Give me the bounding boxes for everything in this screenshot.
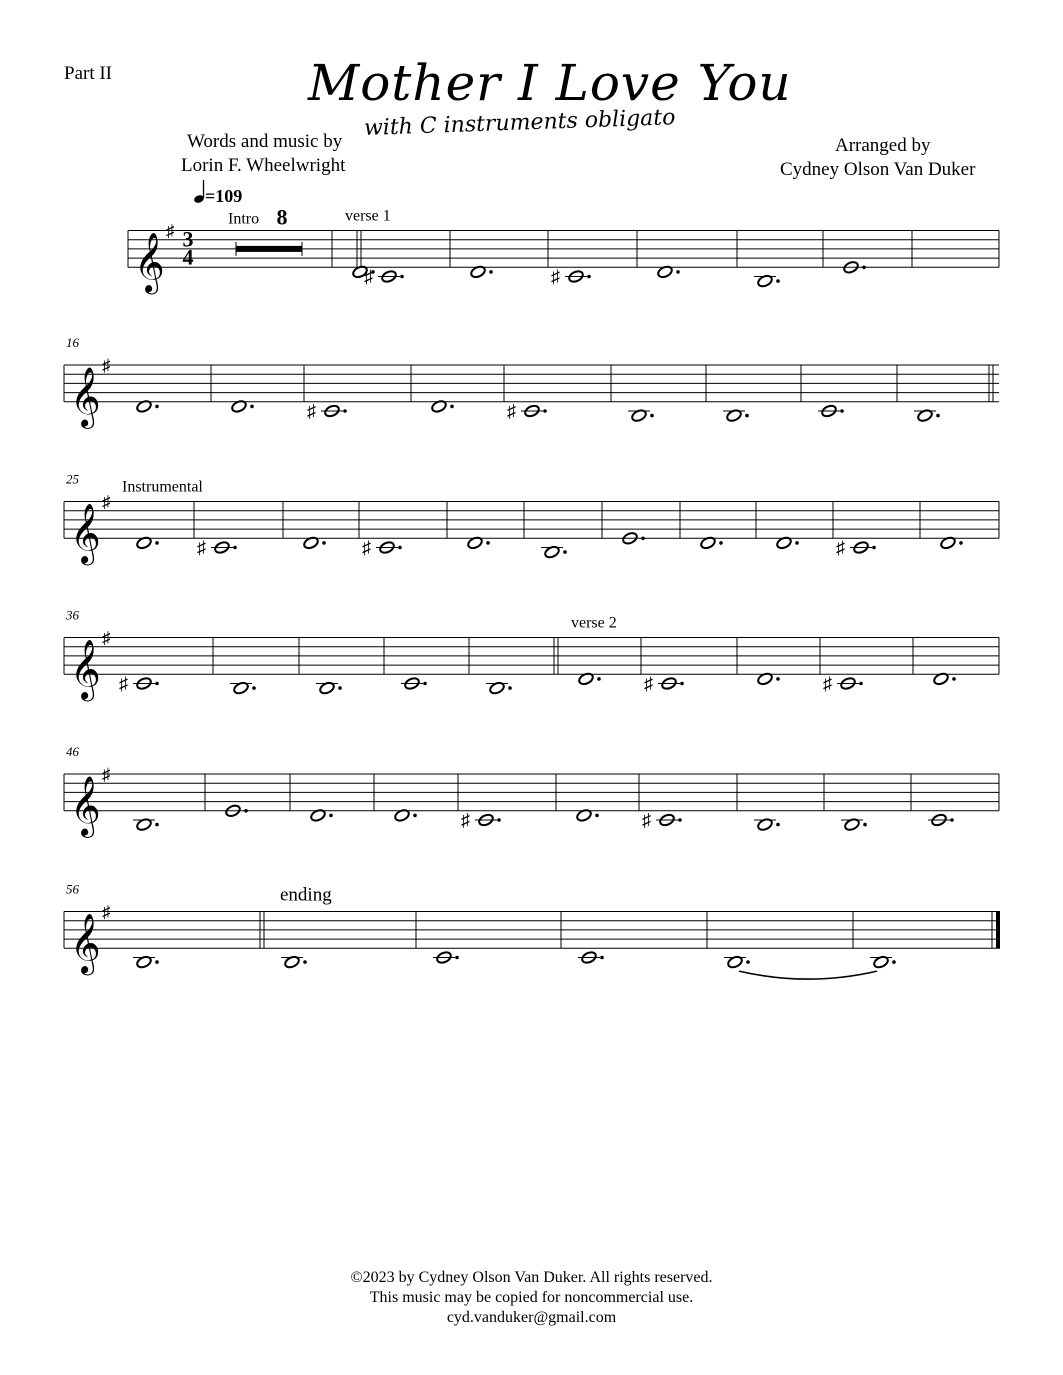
- augmentation-dot: [676, 270, 680, 274]
- augmentation-dot: [840, 409, 844, 413]
- staff-system-4: [64, 638, 999, 696]
- section-label: verse 1: [345, 207, 391, 225]
- section-label: Intro: [228, 210, 260, 228]
- augmentation-dot: [563, 550, 567, 554]
- staff-system-2: [64, 365, 999, 423]
- augmentation-dot: [719, 541, 723, 545]
- treble-clef-icon: 𝄞: [70, 777, 101, 835]
- augmentation-dot: [678, 818, 682, 822]
- augmentation-dot: [303, 960, 307, 964]
- words-music-label: Words and music by: [187, 131, 343, 152]
- augmentation-dot: [959, 541, 963, 545]
- sharp-accidental-icon: ♯: [307, 401, 316, 421]
- treble-clef-icon: 𝄞: [70, 505, 101, 563]
- augmentation-dot: [776, 677, 780, 681]
- treble-clef-icon: 𝄞: [70, 641, 101, 699]
- augmentation-dot: [776, 279, 780, 283]
- section-label: verse 2: [571, 614, 617, 632]
- key-signature-sharp-icon: ♯: [102, 628, 111, 648]
- sharp-accidental-icon: ♯: [197, 537, 206, 558]
- augmentation-dot: [862, 266, 866, 270]
- augmentation-dot: [252, 686, 256, 690]
- augmentation-dot: [455, 956, 459, 960]
- augmentation-dot: [600, 956, 604, 960]
- treble-clef-icon: 𝄞: [134, 234, 165, 292]
- augmentation-dot: [250, 405, 254, 409]
- augmentation-dot: [497, 818, 501, 822]
- measure-number: 56: [66, 881, 79, 897]
- arranger-name: Cydney Olson Van Duker: [780, 159, 976, 180]
- sharp-accidental-icon: ♯: [364, 266, 373, 287]
- augmentation-dot: [233, 546, 237, 550]
- augmentation-dot: [950, 818, 954, 822]
- composer-name: Lorin F. Wheelwright: [181, 155, 346, 176]
- multi-measure-rest-count: 8: [276, 204, 288, 230]
- augmentation-dot: [155, 823, 159, 827]
- sharp-accidental-icon: ♯: [461, 810, 470, 830]
- key-signature-sharp-icon: ♯: [102, 356, 111, 375]
- augmentation-dot: [543, 409, 547, 413]
- augmentation-dot: [680, 682, 684, 686]
- augmentation-dot: [795, 541, 799, 545]
- augmentation-dot: [486, 541, 490, 545]
- page-subtitle: with C instruments obligato: [363, 105, 676, 141]
- augmentation-dot: [746, 960, 750, 964]
- augmentation-dot: [863, 823, 867, 827]
- copyright-notice: ©2023 by Cydney Olson Van Duker. All rights reserved.: [350, 1269, 713, 1286]
- augmentation-dot: [776, 823, 780, 827]
- sharp-accidental-icon: ♯: [642, 810, 651, 830]
- augmentation-dot: [155, 405, 159, 409]
- augmentation-dot: [859, 682, 863, 686]
- part-label: Part II: [64, 63, 113, 84]
- augmentation-dot: [641, 537, 645, 541]
- sharp-accidental-icon: ♯: [823, 673, 832, 694]
- augmentation-dot: [597, 677, 601, 681]
- augmentation-dot: [400, 275, 404, 279]
- section-label: ending: [280, 884, 332, 906]
- augmentation-dot: [872, 546, 876, 550]
- augmentation-dot: [338, 686, 342, 690]
- augmentation-dot: [398, 546, 402, 550]
- staff-system-6: [64, 912, 1000, 980]
- augmentation-dot: [423, 682, 427, 686]
- augmentation-dot: [322, 541, 326, 545]
- measure-number: 16: [66, 335, 79, 350]
- augmentation-dot: [745, 414, 749, 418]
- tie: [739, 971, 877, 979]
- measure-number: 46: [66, 744, 79, 759]
- contact-email: cyd.vanduker@gmail.com: [446, 1309, 617, 1326]
- augmentation-dot: [155, 541, 159, 545]
- augmentation-dot: [343, 409, 347, 413]
- final-barline-thick: [996, 912, 1000, 949]
- time-signature-top: 3: [182, 226, 194, 252]
- augmentation-dot: [595, 814, 599, 818]
- augmentation-dot: [155, 682, 159, 686]
- augmentation-dot: [329, 814, 333, 818]
- sharp-accidental-icon: ♯: [119, 673, 128, 694]
- sharp-accidental-icon: ♯: [551, 266, 560, 287]
- staff-system-5: [64, 774, 999, 832]
- augmentation-dot: [450, 405, 454, 409]
- key-signature-sharp-icon: ♯: [102, 765, 111, 784]
- sharp-accidental-icon: ♯: [644, 673, 653, 694]
- augmentation-dot: [413, 814, 417, 818]
- augmentation-dot: [892, 960, 896, 964]
- page-title: Mother I Love You: [308, 54, 792, 112]
- section-label: Instrumental: [122, 478, 203, 496]
- treble-clef-icon: 𝄞: [70, 915, 101, 973]
- tempo-marking: =109: [205, 186, 243, 206]
- multi-measure-rest: [236, 246, 302, 252]
- treble-clef-icon: 𝄞: [70, 368, 101, 426]
- sharp-accidental-icon: ♯: [362, 537, 371, 558]
- measure-number: 36: [66, 607, 79, 623]
- augmentation-dot: [508, 686, 512, 690]
- key-signature-sharp-icon: ♯: [102, 902, 111, 922]
- augmentation-dot: [952, 677, 956, 681]
- key-signature-sharp-icon: ♯: [102, 492, 111, 512]
- permission-notice: This music may be copied for noncommercial use.: [369, 1289, 694, 1306]
- arranged-label: Arranged by: [835, 135, 931, 156]
- augmentation-dot: [244, 809, 248, 813]
- footer: [0, 1268, 1063, 1328]
- sharp-accidental-icon: ♯: [507, 401, 516, 421]
- sharp-accidental-icon: ♯: [836, 537, 845, 558]
- augmentation-dot: [587, 275, 591, 279]
- augmentation-dot: [650, 414, 654, 418]
- augmentation-dot: [155, 960, 159, 964]
- augmentation-dot: [489, 270, 493, 274]
- augmentation-dot: [936, 414, 940, 418]
- measure-number: 25: [66, 471, 79, 487]
- key-signature-sharp-icon: ♯: [166, 221, 175, 241]
- time-signature-bottom: 4: [182, 244, 194, 270]
- staff-system-1: [128, 231, 999, 289]
